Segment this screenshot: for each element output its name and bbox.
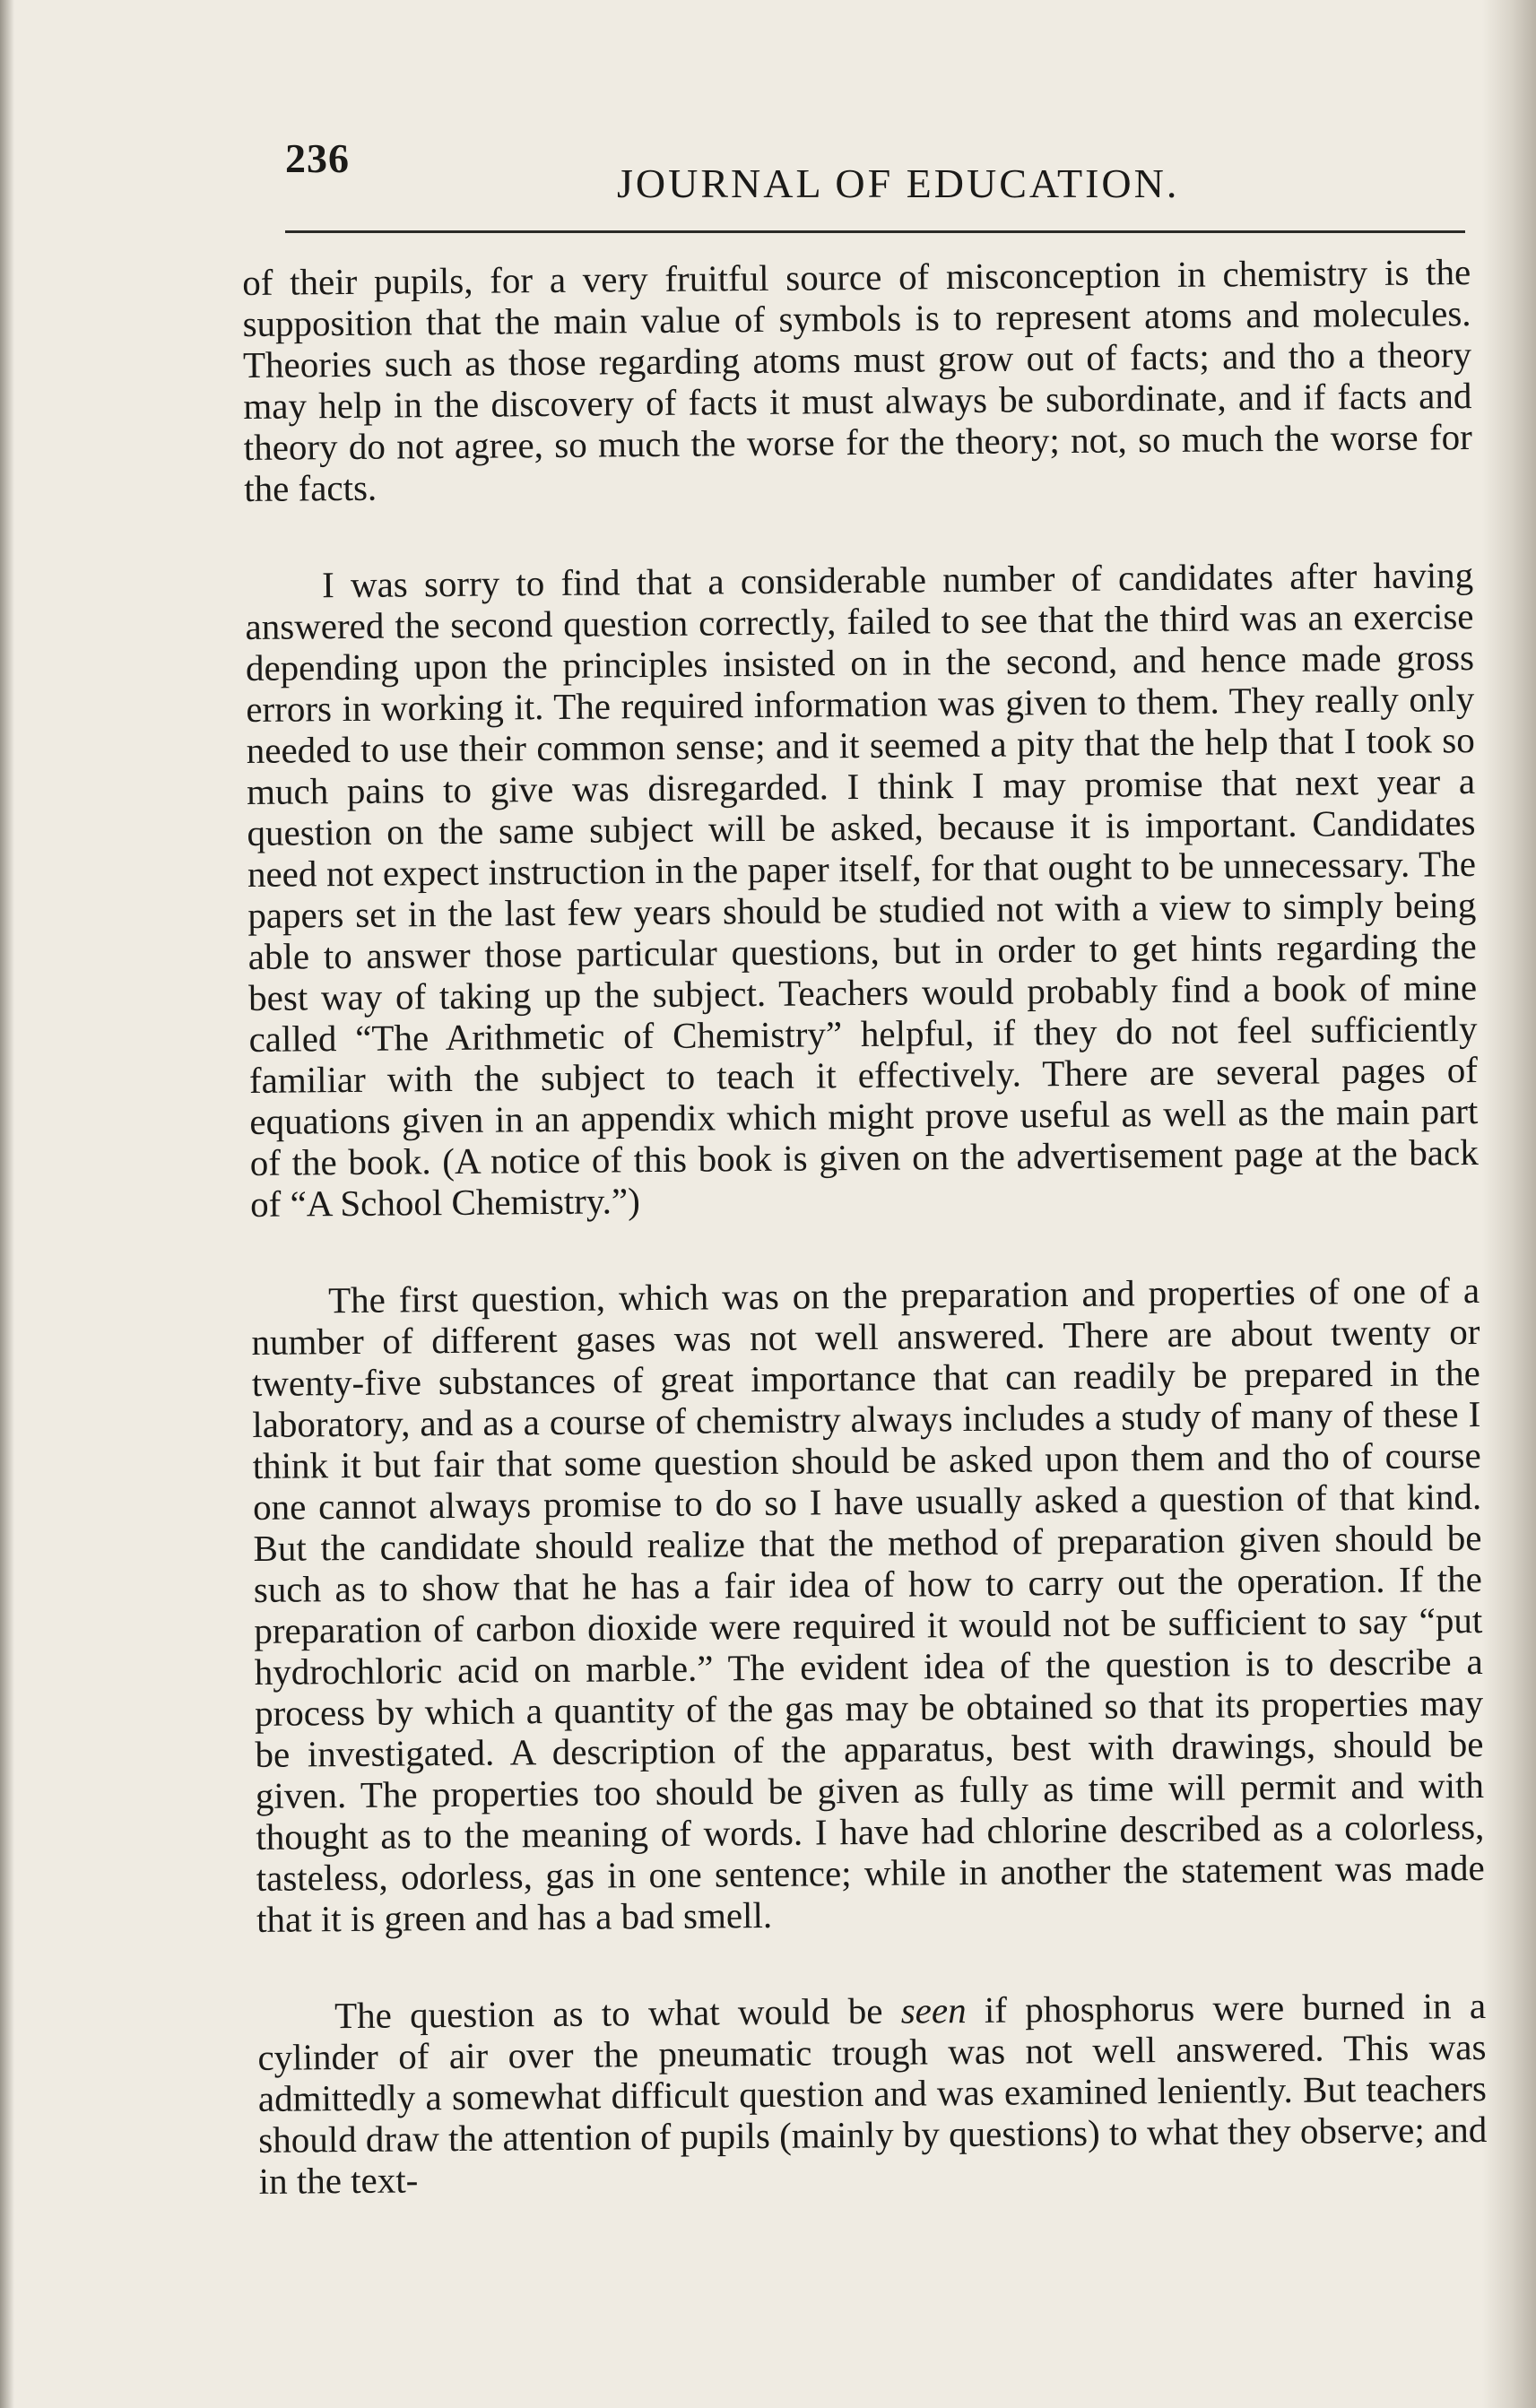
paragraph-1: of their pupils, for a very fruitful source of misconception in chemistry is the supposition that the main value of symbols is to represent atoms and molecules. Theories such as those regarding atoms must grow out of facts; and tho a theory may help in the discovery of facts it must always be subordinate, and if facts and theory do not agree, so much the worse for the theory; not, so much the worse for the facts. [242, 251, 1472, 509]
body-text [242, 251, 1488, 2257]
paragraph-2: I was sorry to find that a considerable number of candidates after having answered the second question correctly, failed to see that the third was an exercise depending upon the principles insisted on in the second, and hence made gross errors in working it. The required information was given to them. They really only needed to use their common sense; and it seemed a pity that the help that I took so much pains to give was disregarded. I think I may promise that next year a question on the same subject will be asked, because it is important. Candidates need not expect instruction in the paper itself, for that ought to be unnecessary. The papers set in the last few years should be studied not with a view to simply being able to answer those particular questions, but in order to get hints regarding the best way of taking up the subject. Teachers would probably find a book of mine called “The Arithmetic of Chemistry” helpful, if they do not feel sufficiently familiar with the subject to teach it effectively. There are several pages of equations given in an appendix which might prove useful as well as the main part of the book. (A notice of this book is given on the advertisement page at the back of “A School Chemistry.”) [245, 554, 1479, 1225]
page-header [285, 134, 1469, 206]
running-head: JOURNAL OF EDUCATION. [617, 160, 1180, 206]
emphasis-seen: seen [900, 1989, 967, 2031]
paragraph-4-start: The question as to what would be [334, 1989, 901, 2037]
page-right-edge [1482, 0, 1536, 2408]
paragraph-4-rest: if phosphorus were burned in a cylinder of air over the pneumatic trough was not well answered. This was admittedly a somewhat difficult question and was examined leniently. But teachers should draw the attention of pupils (mainly by questions) to what they observe; and in the text- [257, 1984, 1488, 2202]
page-left-edge [0, 0, 14, 2408]
page-number: 236 [285, 135, 350, 181]
paragraph-4 [257, 1985, 1488, 2202]
paragraph-3: The first question, which was on the preparation and properties of one of a number of different gases was not well answered. There are about twenty or twenty-five substances of great importance that can readily be prepared in the laboratory, and as a course of chemistry always includes a study of many of these I think it but fair that some question should be asked upon them and tho of course one cannot always promise to do so I have usually asked a question of that kind. But the candidate should realize that the method of preparation given should be such as to show that he has a fair idea of how to carry out the operation. If the preparation of carbon dioxide were required it would not be sufficient to say “put hydrochloric acid on marble.” The evident idea of the question is to describe a process by which a quantity of the gas may be obtained so that its properties may be investigated. A description of the apparatus, best with drawings, should be given. The properties too should be given as fully as time will permit and with thought as to the meaning of words. I have had chlorine described as a colorless, tasteless, odorless, gas in one sentence; while in another the statement was made that it is green and has a bad smell. [251, 1269, 1485, 1940]
header-rule [285, 230, 1465, 233]
